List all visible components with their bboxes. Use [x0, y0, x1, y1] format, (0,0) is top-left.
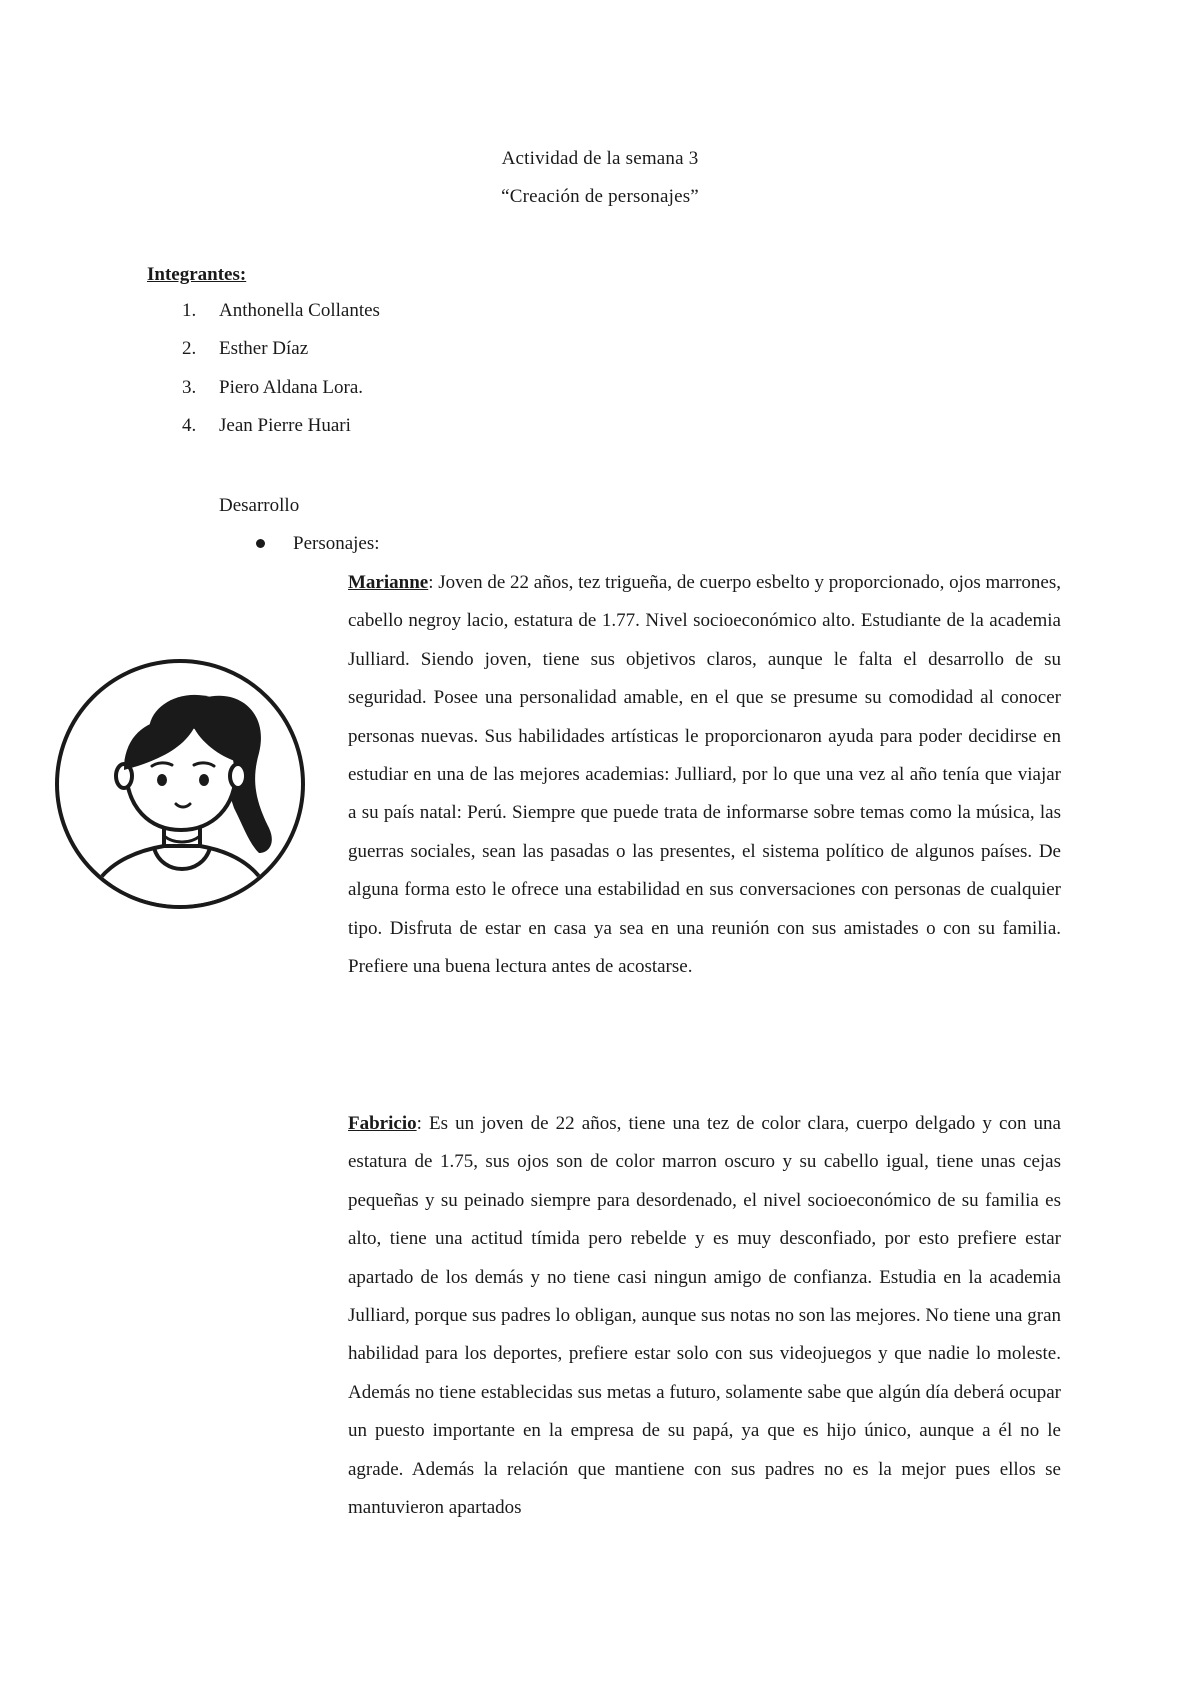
- member-name: Piero Aldana Lora.: [219, 377, 364, 398]
- list-item-number: 2.: [182, 338, 197, 359]
- document-title: Actividad de la semana 3: [501, 148, 699, 169]
- list-item-number: 3.: [182, 377, 197, 398]
- member-name: Jean Pierre Huari: [219, 415, 351, 436]
- character-text: : Joven de 22 años, tez trigueña, de cuerpo esbelto y proporcionado, ojos marrones, cabello negroy lacio, estatura de 1.77. Nivel socioeconómico alto. Estudiante de la academia Julliard. Siendo joven, tiene sus objetivos claros, aunque le falta el desarrollo de su seguridad. Posee una personalidad amable, en el que se presume su comodidad al conocer personas nuevas. Sus habilidades artísticas le proporcionaron ayuda para poder decidirse en estudiar en una de las mejores academias: Julliard, por lo que una vez al año tenía que viajar a su país natal: Perú. Siempre que puede trata de informarse sobre temas como la música, las guerras sociales, sean las pasadas o las presentes, el sistema político de algunos países. De alguna forma esto le ofrece una estabilidad en sus conversaciones con personas de cualquier tipo. Disfruta de estar en casa ya sea en una reunión con sus amistades o con su familia. Prefiere una buena lectura antes de acostarse.: [348, 572, 1061, 978]
- members-heading: Integrantes:: [147, 264, 247, 285]
- member-name: Esther Díaz: [219, 338, 309, 359]
- character-name: Fabricio: [348, 1113, 417, 1134]
- character-description-marianne: [348, 564, 1061, 986]
- list-item-number: 4.: [182, 415, 197, 436]
- character-description-fabricio: [348, 1105, 1061, 1527]
- girl-avatar-icon: [54, 658, 306, 910]
- character-text: : Es un joven de 22 años, tiene una tez de color clara, cuerpo delgado y con una estatura de 1.75, sus ojos son de color marron oscuro y su cabello igual, tiene unas cejas pequeñas y su peinado siempre para desordenado, el nivel socioeconómico de su familia es alto, tiene una actitud tímida pero rebelde y es muy desconfiado, por esto prefiere estar apartado de los demás y no tiene casi ningun amigo de confianza. Estudia en la academia Julliard, porque sus padres lo obligan, aunque sus notas no son las mejores. No tiene una gran habilidad para los deportes, prefiere estar solo con sus videojuegos y que nadie lo moleste. Además no tiene establecidas sus metas a futuro, solamente sabe que algún día deberá ocupar un puesto importante en la empresa de su papá, ya que es hijo único, aunque a él no le agrade. Además la relación que mantiene con sus padres no es la mejor pues ellos se mantuvieron apartados: [348, 1113, 1061, 1519]
- bullet-icon: [256, 539, 265, 548]
- member-name: Anthonella Collantes: [219, 300, 380, 321]
- character-name: Marianne: [348, 572, 429, 593]
- list-item-number: 1.: [182, 300, 197, 321]
- document-subtitle: “Creación de personajes”: [501, 186, 699, 207]
- section-heading: Desarrollo: [219, 495, 300, 516]
- bullet-label: Personajes:: [293, 533, 380, 554]
